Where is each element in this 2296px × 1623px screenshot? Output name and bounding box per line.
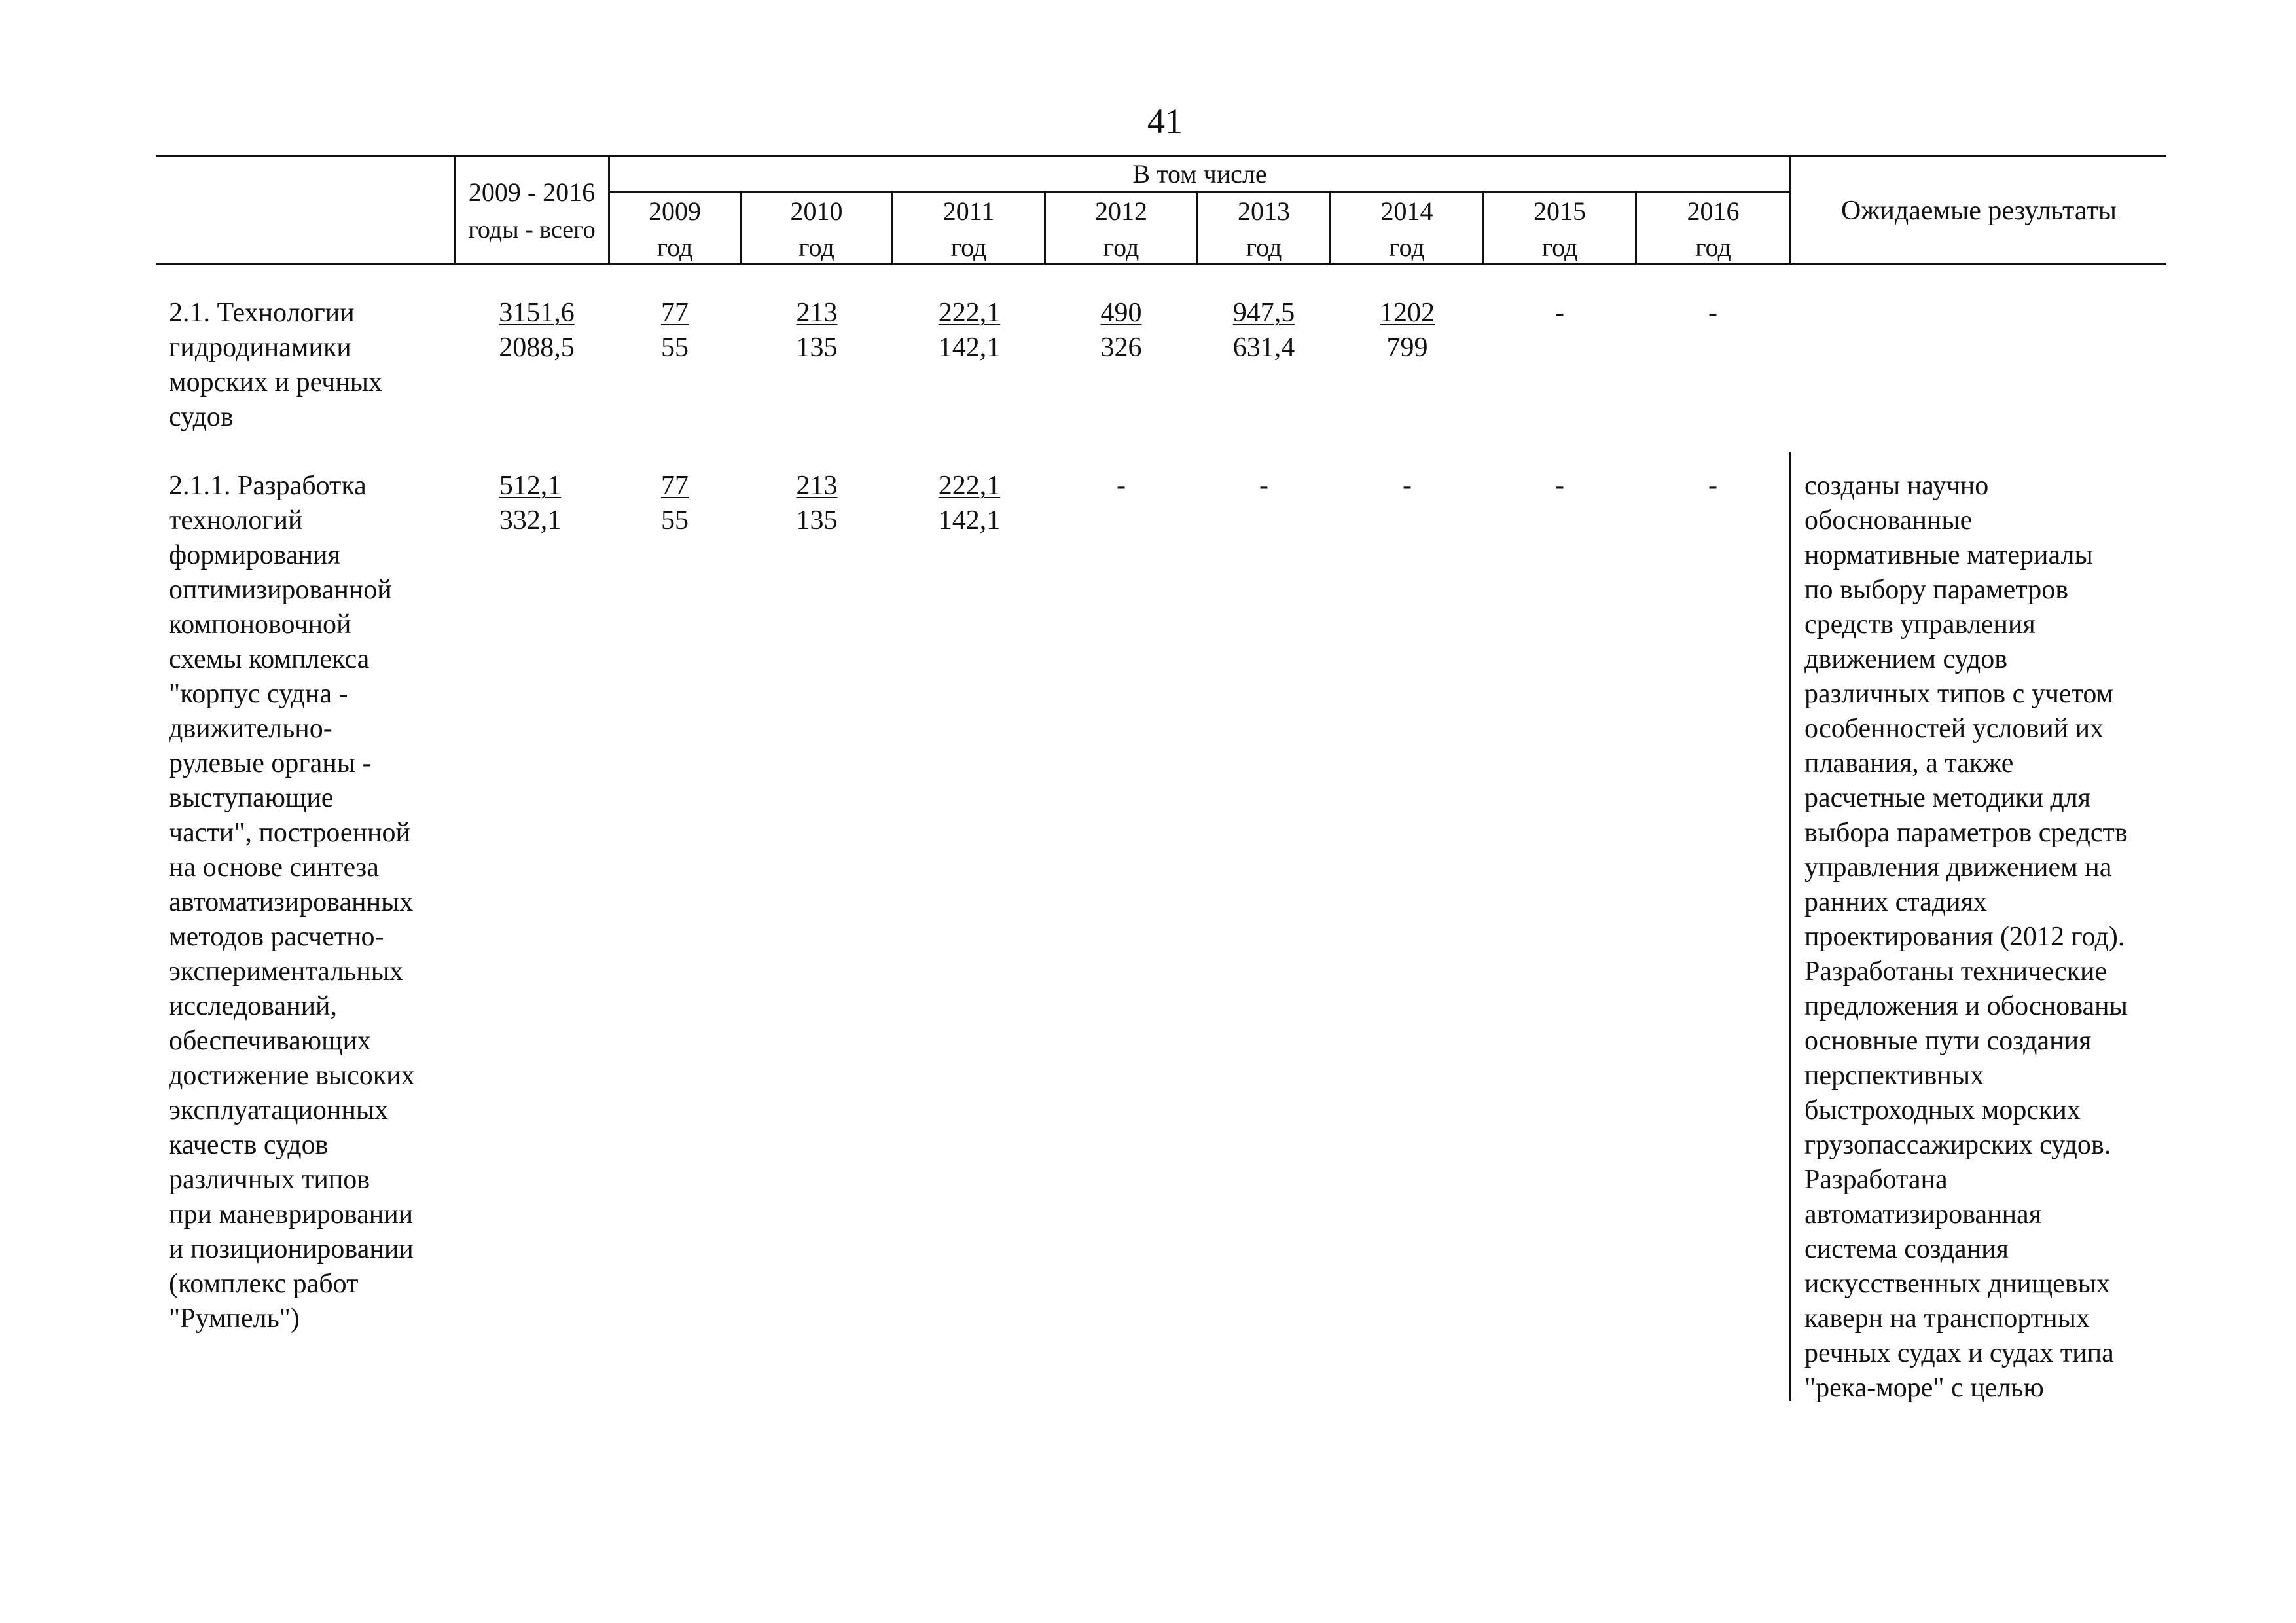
row1-name: 2.1. Технологии гидродинамики морских и речных судов: [169, 298, 382, 432]
row2-expected-result: созданы научно обоснованные нормативные материалы по выбору параметров средств управления движением судов различных типов с учетом особенностей условий их плавания, а также расчетные методики для выбора параметров средств управления движением на ранних стадиях проектирования (2012 год). Разработаны технические предложения и обоснованы основные пути создания перспективных быстроходных морских грузопассажирских судов. Разработана автоматизированная система создания искусственных днищевых каверн на транспортных речных судах и судах типа "река-море" с целью: [1804, 471, 2128, 1403]
header-unit-2009: год: [656, 232, 693, 262]
header-total-line1: 2009 - 2016: [468, 177, 596, 207]
header-unit-2012: год: [1103, 232, 1139, 262]
header-year-2010: 2010: [790, 196, 843, 226]
header-unit-2010: год: [798, 232, 834, 262]
row1-2012-bottom: 326: [1100, 333, 1142, 363]
row2-2009-top: 77: [661, 471, 689, 501]
row2-total-bottom: 332,1: [499, 505, 562, 536]
row1-2013-bottom: 631,4: [1232, 333, 1295, 363]
row1-total-bottom: 2088,5: [499, 333, 575, 363]
row1-2012-top: 490: [1100, 298, 1142, 328]
header-expected-results: Ожидаемые результаты: [1841, 196, 2117, 226]
row1-2016-top: -: [1708, 298, 1717, 328]
row1-2011-bottom: 142,1: [938, 333, 1001, 363]
header-year-2014: 2014: [1380, 196, 1433, 226]
row2-2011-top: 222,1: [938, 471, 1001, 501]
including-divider-rule: [608, 191, 1791, 193]
col-sep-total-left: [454, 155, 456, 265]
row1-total-top: 3151,6: [499, 298, 575, 328]
header-unit-2011: год: [950, 232, 987, 262]
col-sep-results-body: [1789, 452, 1791, 1401]
row2-name: 2.1.1. Разработка технологий формирования оптимизированной компоновочной схемы комплекса "корпус судна - движительно- рулевые органы - выступающие части", построенной на основе синтеза автоматизированных методов расчетно- экспериментальных исследований, обеспечивающих достижение высоких эксплуатационных качеств судов различных типов при маневрировании и позиционировании (комплекс работ "Румпель"): [169, 471, 415, 1334]
row1-2010-top: 213: [796, 298, 838, 328]
row2-2011-bottom: 142,1: [938, 505, 1001, 536]
header-year-2009: 2009: [649, 196, 701, 226]
header-unit-2014: год: [1389, 232, 1425, 262]
header-unit-2016: год: [1695, 232, 1731, 262]
header-year-2011: 2011: [942, 196, 995, 226]
header-year-2016: 2016: [1687, 196, 1740, 226]
row1-2010-bottom: 135: [796, 333, 838, 363]
page-number: 41: [1147, 101, 1183, 141]
header-including: В том числе: [1132, 159, 1267, 189]
row2-2013-top: -: [1259, 471, 1268, 501]
row1-2014-bottom: 799: [1386, 333, 1428, 363]
row2-2012-top: -: [1117, 471, 1126, 501]
row1-2014-top: 1202: [1380, 298, 1435, 328]
header-unit-2013: год: [1246, 232, 1282, 262]
row2-total-top: 512,1: [499, 471, 562, 501]
row2-2014-top: -: [1403, 471, 1412, 501]
row2-2010-bottom: 135: [796, 505, 838, 536]
row1-2015-top: -: [1555, 298, 1564, 328]
row2-2015-top: -: [1555, 471, 1564, 501]
header-year-2015: 2015: [1534, 196, 1586, 226]
row1-2009-bottom: 55: [661, 333, 689, 363]
row2-2016-top: -: [1708, 471, 1717, 501]
row1-2011-top: 222,1: [938, 298, 1001, 328]
header-year-2012: 2012: [1095, 196, 1147, 226]
row2-2009-bottom: 55: [661, 505, 689, 536]
row1-2009-top: 77: [661, 298, 689, 328]
header-year-2013: 2013: [1238, 196, 1290, 226]
header-unit-2015: год: [1541, 232, 1578, 262]
row1-2013-top: 947,5: [1232, 298, 1295, 328]
header-total-line2: годы - всего: [468, 216, 596, 244]
row2-2010-top: 213: [796, 471, 838, 501]
